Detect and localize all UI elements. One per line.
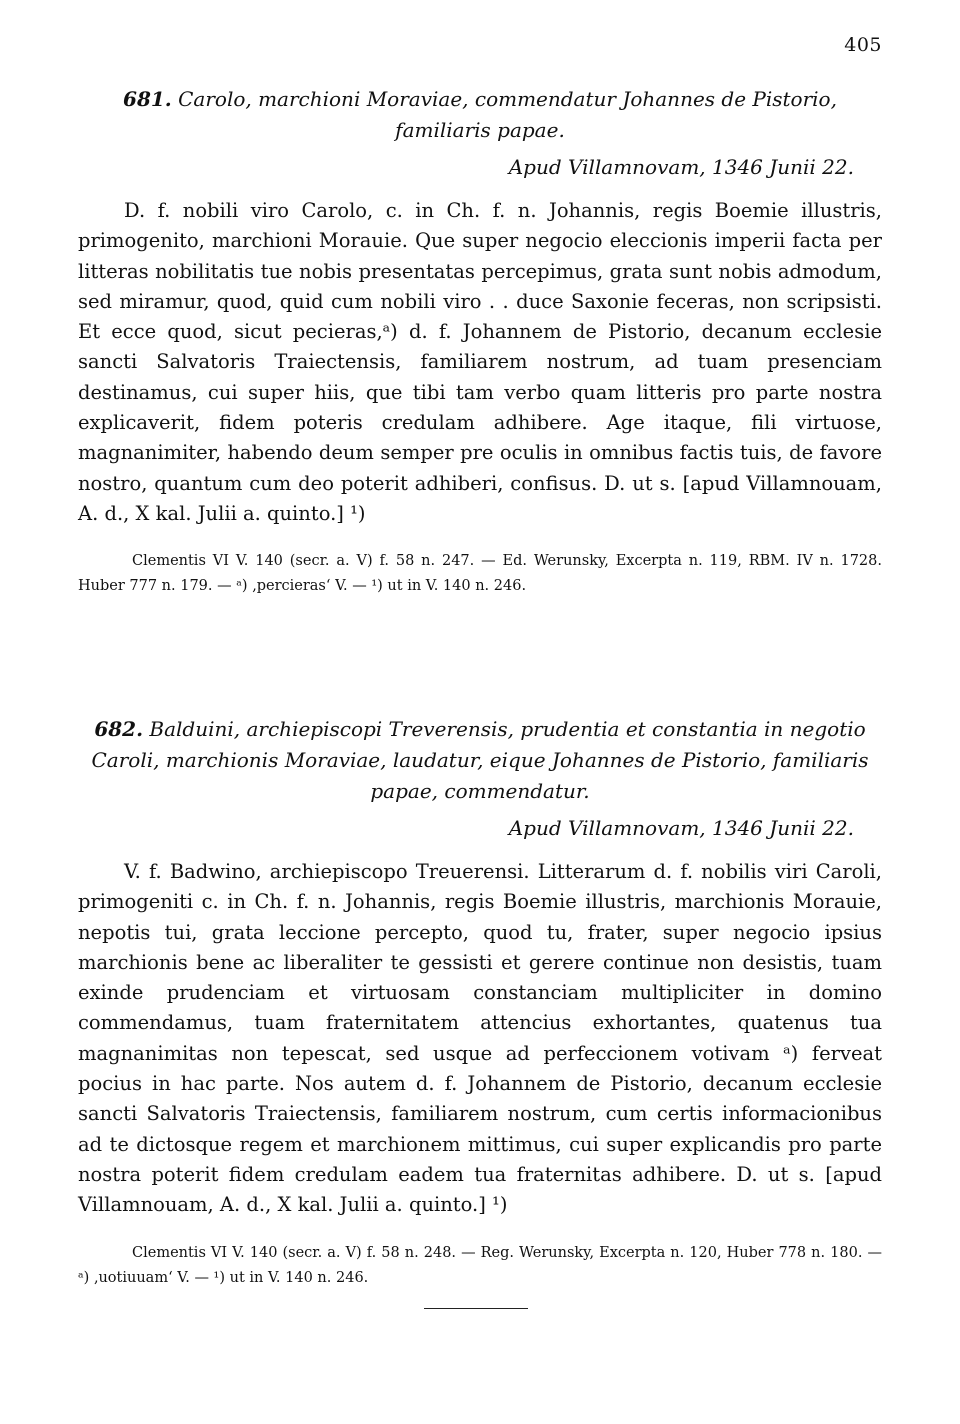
entry-source-note: Clementis VI V. 140 (secr. a. V) f. 58 n. 247. — Ed. Werunsky, Excerpta n. 119, RBM. IV n. 1728. Huber 777 n. 179. — ᵃ) ‚percieras‘ V. — ¹) ut in V. 140 n. 246. <box>78 553 882 595</box>
document-entry-681 <box>78 84 882 599</box>
entry-number: 682. <box>94 717 144 741</box>
entry-number: 681. <box>123 87 172 111</box>
entry-heading-text: Balduini, archiepiscopi Treverensis, prudentia et constantia in negotio Caroli, marchionis Moraviae, laudatur, eique Johannes de Pistorio, familiaris papae, commendatur. <box>91 717 869 803</box>
page-number: 405 <box>844 34 882 56</box>
entry-heading-text: Carolo, marchioni Moraviae, commendatur Johannes de Pistorio, familiaris papae. <box>178 87 837 142</box>
entry-body: V. f. Badwino, archiepiscopo Treuerensi. Litterarum d. f. nobilis viri Caroli, primogeniti c. in Ch. f. n. Johannis, regis Boemie illustris, marchionis Morauie, nepotis tui, grata leccione percepto, quod tu, frater, super negocio ipsius marchionis bene ac liberaliter te gessisti et gerere continue non desistis, tuam exinde prudenciam et virtuosam constanciam multipliciter in domino commendamus, tuam fraternitatem attencius exhortantes, quatenus tua magnanimitas non tepescat, sed usque ad perfeccionem votivam ᵃ) ferveat pocius in hac parte. Nos autem d. f. Johannem de Pistorio, decanum ecclesie sancti Salvatoris Traiectensis, familiarem nostrum, cum certis informacionibus ad te dictosque regem et marchionem mittimus, cui super explicandis pro parte nostra poterit fidem credulam eadem tua fraternitas adhibere. D. ut s. [apud Villamnouam, A. d., X kal. Julii a. quinto.] ¹) <box>78 860 882 1217</box>
entry-heading <box>78 714 882 807</box>
entry-dateline: Apud Villamnovam, 1346 Junii 22. <box>508 816 854 840</box>
entry-body: D. f. nobili viro Carolo, c. in Ch. f. n. Johannis, regis Boemie illustris, primogenito, marchioni Morauie. Que super negocio eleccionis imperii facta per litteras nobilitatis tue nobis presentatas percepimus, grata sunt nobis admodum, sed miramur, quod, quid cum nobili viro . . duce Saxonie feceras, non scripsisti. Et ecce quod, sicut pecieras,ᵃ) d. f. Johannem de Pistorio, decanum ecclesie sancti Salvatoris Traiectensis, familiarem nostrum, ad tuam presenciam destinamus, cui super hiis, que tibi tam verbo quam litteris pro parte nostra explicaverit, fidem poteris credulam adhibere. Age itaque, fili virtuose, magnanimiter, habendo deum semper pre oculis in omnibus factis tuis, de favore nostro, quantum cum deo poterit adhiberi, confisus. D. ut s. [apud Villamnouam, A. d., X kal. Julii a. quinto.] ¹) <box>78 199 882 525</box>
entry-source-note: Clementis VI V. 140 (secr. a. V) f. 58 n. 248. — Reg. Werunsky, Excerpta n. 120, Huber 778 n. 180. — ᵃ) ‚uotiuuam‘ V. — ¹) ut in V. 140 n. 246. <box>78 1244 882 1286</box>
end-divider-rule <box>424 1308 528 1309</box>
entry-dateline: Apud Villamnovam, 1346 Junii 22. <box>508 155 854 179</box>
entry-heading <box>78 84 882 146</box>
document-entry-682 <box>78 714 882 1291</box>
